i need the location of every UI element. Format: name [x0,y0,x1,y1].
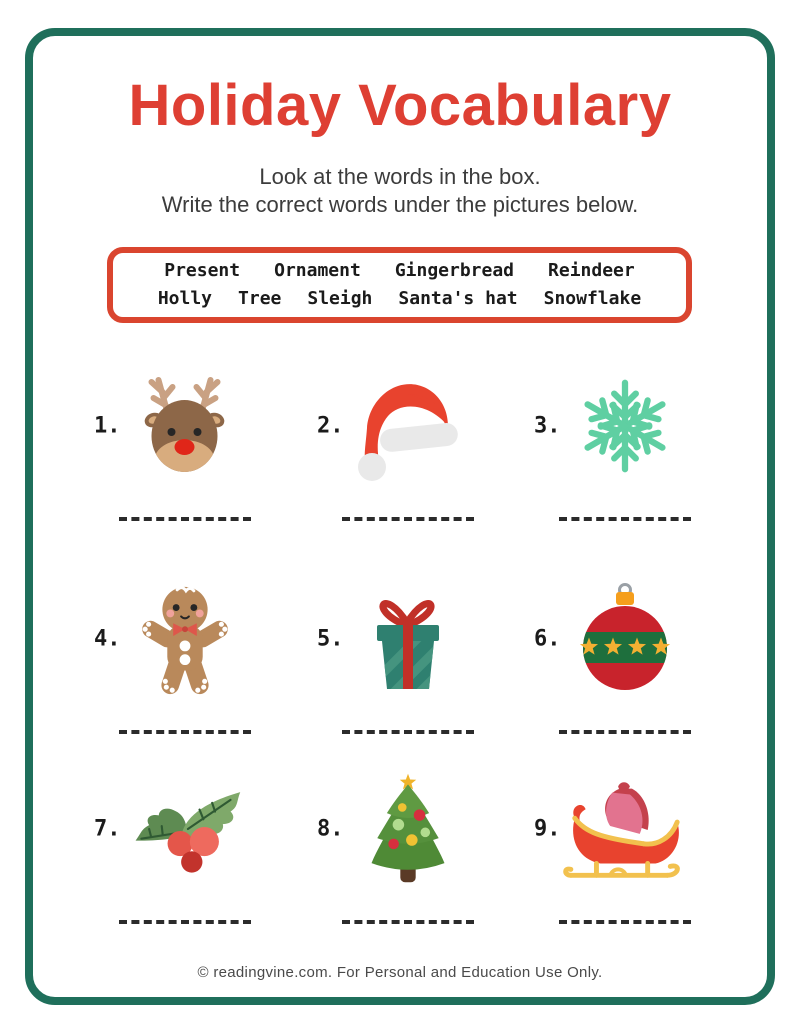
worksheet-item-8 [303,768,513,924]
worksheet-item-2 [303,365,513,521]
item-number-6: 6. [534,626,561,652]
santa-hat-icon [348,368,468,484]
page-title: Holiday Vocabulary [128,73,672,138]
ornament-icon [574,580,676,698]
item-number-2: 2. [317,413,344,439]
word-gingerbread: Gingerbread [394,260,515,281]
word-tree: Tree [238,288,282,309]
worksheet-item-5 [303,578,513,734]
holly-icon [122,779,248,879]
instructions [0,163,800,219]
word-bank-row-1 [164,257,634,285]
answer-line-6 [559,730,691,734]
worksheet-item-1 [80,365,290,521]
present-icon [355,581,461,697]
word-bank-box [107,247,692,323]
sleigh-icon [561,776,689,882]
worksheet-item-6 [520,578,730,734]
reindeer-icon [127,370,243,482]
answer-line-8 [342,920,474,924]
item-number-1: 1. [94,413,121,439]
answer-line-7 [119,920,251,924]
answer-line-1 [119,517,251,521]
tree-icon [358,769,458,889]
item-number-5: 5. [317,626,344,652]
item-number-7: 7. [94,816,121,842]
worksheet-item-7 [80,768,290,924]
worksheet-item-4 [80,578,290,734]
item-number-4: 4. [94,626,121,652]
instructions-line-1: Look at the words in the box. [259,164,541,189]
answer-line-3 [559,517,691,521]
item-number-8: 8. [317,816,344,842]
gingerbread-icon [135,580,235,698]
instructions-line-2: Write the correct words under the pictures below. [161,192,639,217]
word-snowflake: Snowflake [543,288,642,309]
item-number-9: 9. [534,816,561,842]
answer-line-2 [342,517,474,521]
answer-line-5 [342,730,474,734]
worksheet-item-9 [520,768,730,924]
word-reindeer: Reindeer [548,260,635,281]
worksheet-item-3 [520,365,730,521]
word-sleigh: Sleigh [307,288,373,309]
snowflake-icon [571,372,679,480]
word-ornament: Ornament [274,260,361,281]
answer-line-9 [559,920,691,924]
word-present: Present [164,260,241,281]
word-santas-hat: Santa's hat [398,288,518,309]
footer-credit: © readingvine.com. For Personal and Education Use Only. [197,964,603,981]
answer-line-4 [119,730,251,734]
item-number-3: 3. [534,413,561,439]
word-bank-row-2 [158,285,641,313]
word-holly: Holly [157,288,213,309]
